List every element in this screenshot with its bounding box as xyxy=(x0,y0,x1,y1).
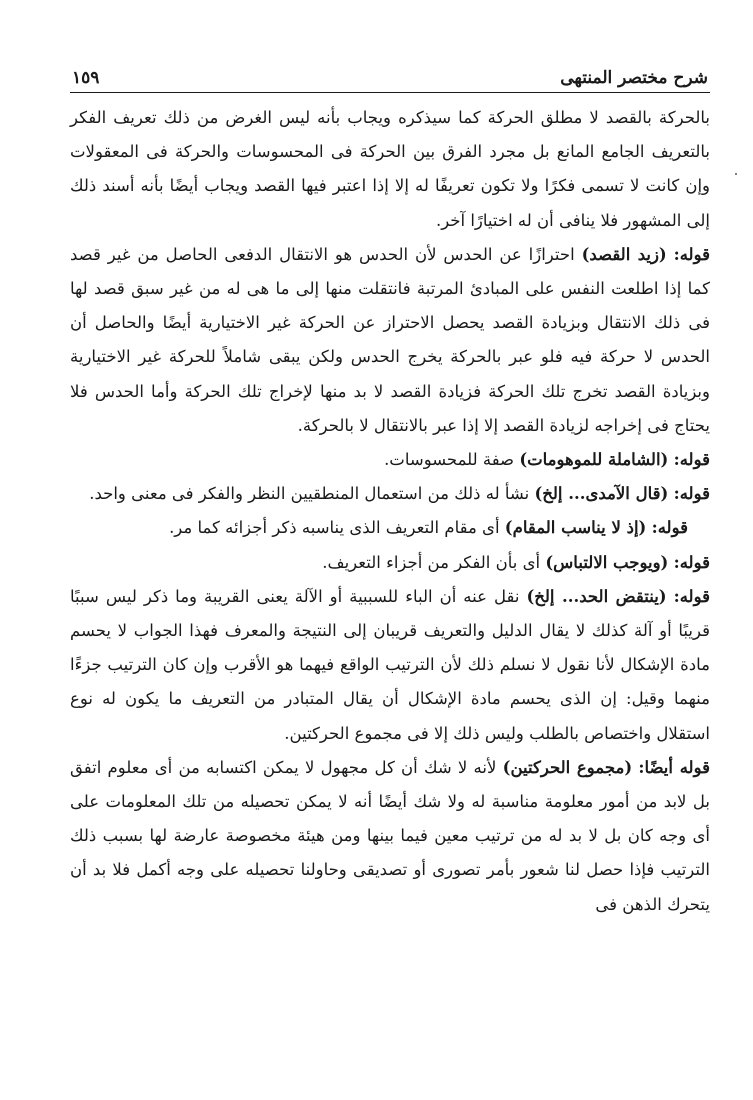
paragraph-text: أى بأن الفكر من أجزاء التعريف. xyxy=(322,552,546,572)
paragraph-3 xyxy=(70,443,710,477)
qawluh-label: قوله: xyxy=(673,552,710,572)
running-title: شرح مختصر المنتهى xyxy=(560,68,708,88)
paragraph-5 xyxy=(70,511,710,545)
paragraph-6 xyxy=(70,546,710,580)
qawluh-label: قوله أيضًا: xyxy=(638,757,710,777)
qawluh-label: قوله: xyxy=(673,450,710,470)
paragraph-text: نشأ له ذلك من استعمال المنطقيين النظر والفكر فى معنى واحد. xyxy=(89,484,535,504)
paragraph-text: أى مقام التعريف الذى يناسبه ذكر أجزائه كما مر. xyxy=(169,518,505,538)
lemma: (قال الآمدى... إلخ) xyxy=(534,484,669,504)
paragraph-4 xyxy=(70,477,710,511)
lemma: (زيد القصد) xyxy=(581,244,667,264)
qawluh-label: قوله: xyxy=(673,244,711,264)
paragraph-text: احترازًا عن الحدس لأن الحدس هو الانتقال الدفعى الحاصل من غير قصد كما إذا اطلعت النفس على المبادئ المرتبة فانتقلت منها إلى ما هى له من غير سبق قصد لها فى ذلك الانتقال وبزيادة القصد يحصل الاحتراز عن الحركة غير الاختيارية أيضًا والحاصل أن الحدس لا حركة فيه فلو عبر بالحركة يخرج الحدس ولكن يبقى شاملاً للحركة غير الاختيارية وبزيادة القصد تخرج تلك الحركة فزيادة القصد لا بد منها لإخراج تلك الحركة وأما الحدس فلا يحتاج فى إخراجه لزيادة القصد إلا إذا عبر بالانتقال لا بالحركة. xyxy=(70,244,710,435)
paragraph-text: صفة للمحسوسات. xyxy=(384,450,520,470)
lemma: (ويوجب الالتباس) xyxy=(545,552,669,572)
lemma: (إذ لا يناسب المقام) xyxy=(504,518,647,538)
body-text xyxy=(70,101,710,922)
paragraph-7 xyxy=(70,580,710,751)
lemma: (ينتقض الحد... إلخ) xyxy=(526,586,667,606)
qawluh-label: قوله: xyxy=(651,518,688,538)
paragraph-text: نقل عنه أن الباء للسببية أو الآلة يعنى القريبة وما ذكر ليس سببًا قريبًا أو آلة كذلك لا يقال الدليل والتعريف قريبان إلى النتيجة والمعرف فهذا الجواب لا يحسم مادة الإشكال لأنا نقول لا نسلم ذلك لأن الترتيب الواقع فيهما هو الأقرب وإن كان الترتيب جزءًا منهما وقيل: إن الذى يحسم مادة الإشكال أن يقال المتبادر من التعريف ما يكون له نوع استقلال واختصاص بالطلب وليس ذلك إلا فى مجموع الحركتين. xyxy=(70,586,710,743)
paragraph-text: بالحركة بالقصد لا مطلق الحركة كما سيذكره ويجاب بأنه ليس الغرض من ذلك تعريف الفكر بالتعريف الجامع المانع بل مجرد الفرق بين الحركة فى المحسوسات والحركة فى المعقولات وإن كانت لا تسمى فكرًا ولا تكون تعريفًا له إلا إذا اعتبر فيها القصد ويجاب أيضًا بأنه أسند ذلك إلى المشهور فلا ينافى أن له اختيارًا آخر. xyxy=(70,108,710,230)
page-header xyxy=(70,58,710,93)
paragraph-1 xyxy=(70,101,710,238)
margin-dot xyxy=(735,173,737,175)
qawluh-label: قوله: xyxy=(673,484,710,504)
page-number: ١٥٩ xyxy=(72,68,100,88)
lemma: (مجموع الحركتين) xyxy=(502,757,633,777)
qawluh-label: قوله: xyxy=(673,586,710,606)
paragraph-2 xyxy=(70,238,710,443)
paragraph-text: لأنه لا شك أن كل مجهول لا يمكن اكتسابه من أى معلوم اتفق بل لابد من أمور معلومة مناسبة له ولا شك أيضًا أنه لا يمكن تحصيله من تلك المعلومات على أى وجه كان بل لا بد له من ترتيب معين فيما بينها ومن هيئة مخصوصة عارضة لها بسبب ذلك الترتيب فإذا حصل لنا شعور بأمر تصورى أو تصديقى وحاولنا تحصيله على وجه أكمل فلا بد أن يتحرك الذهن فى xyxy=(70,757,710,914)
page xyxy=(70,58,710,922)
lemma: (الشاملة للموهومات) xyxy=(519,450,669,470)
paragraph-8 xyxy=(70,751,710,922)
